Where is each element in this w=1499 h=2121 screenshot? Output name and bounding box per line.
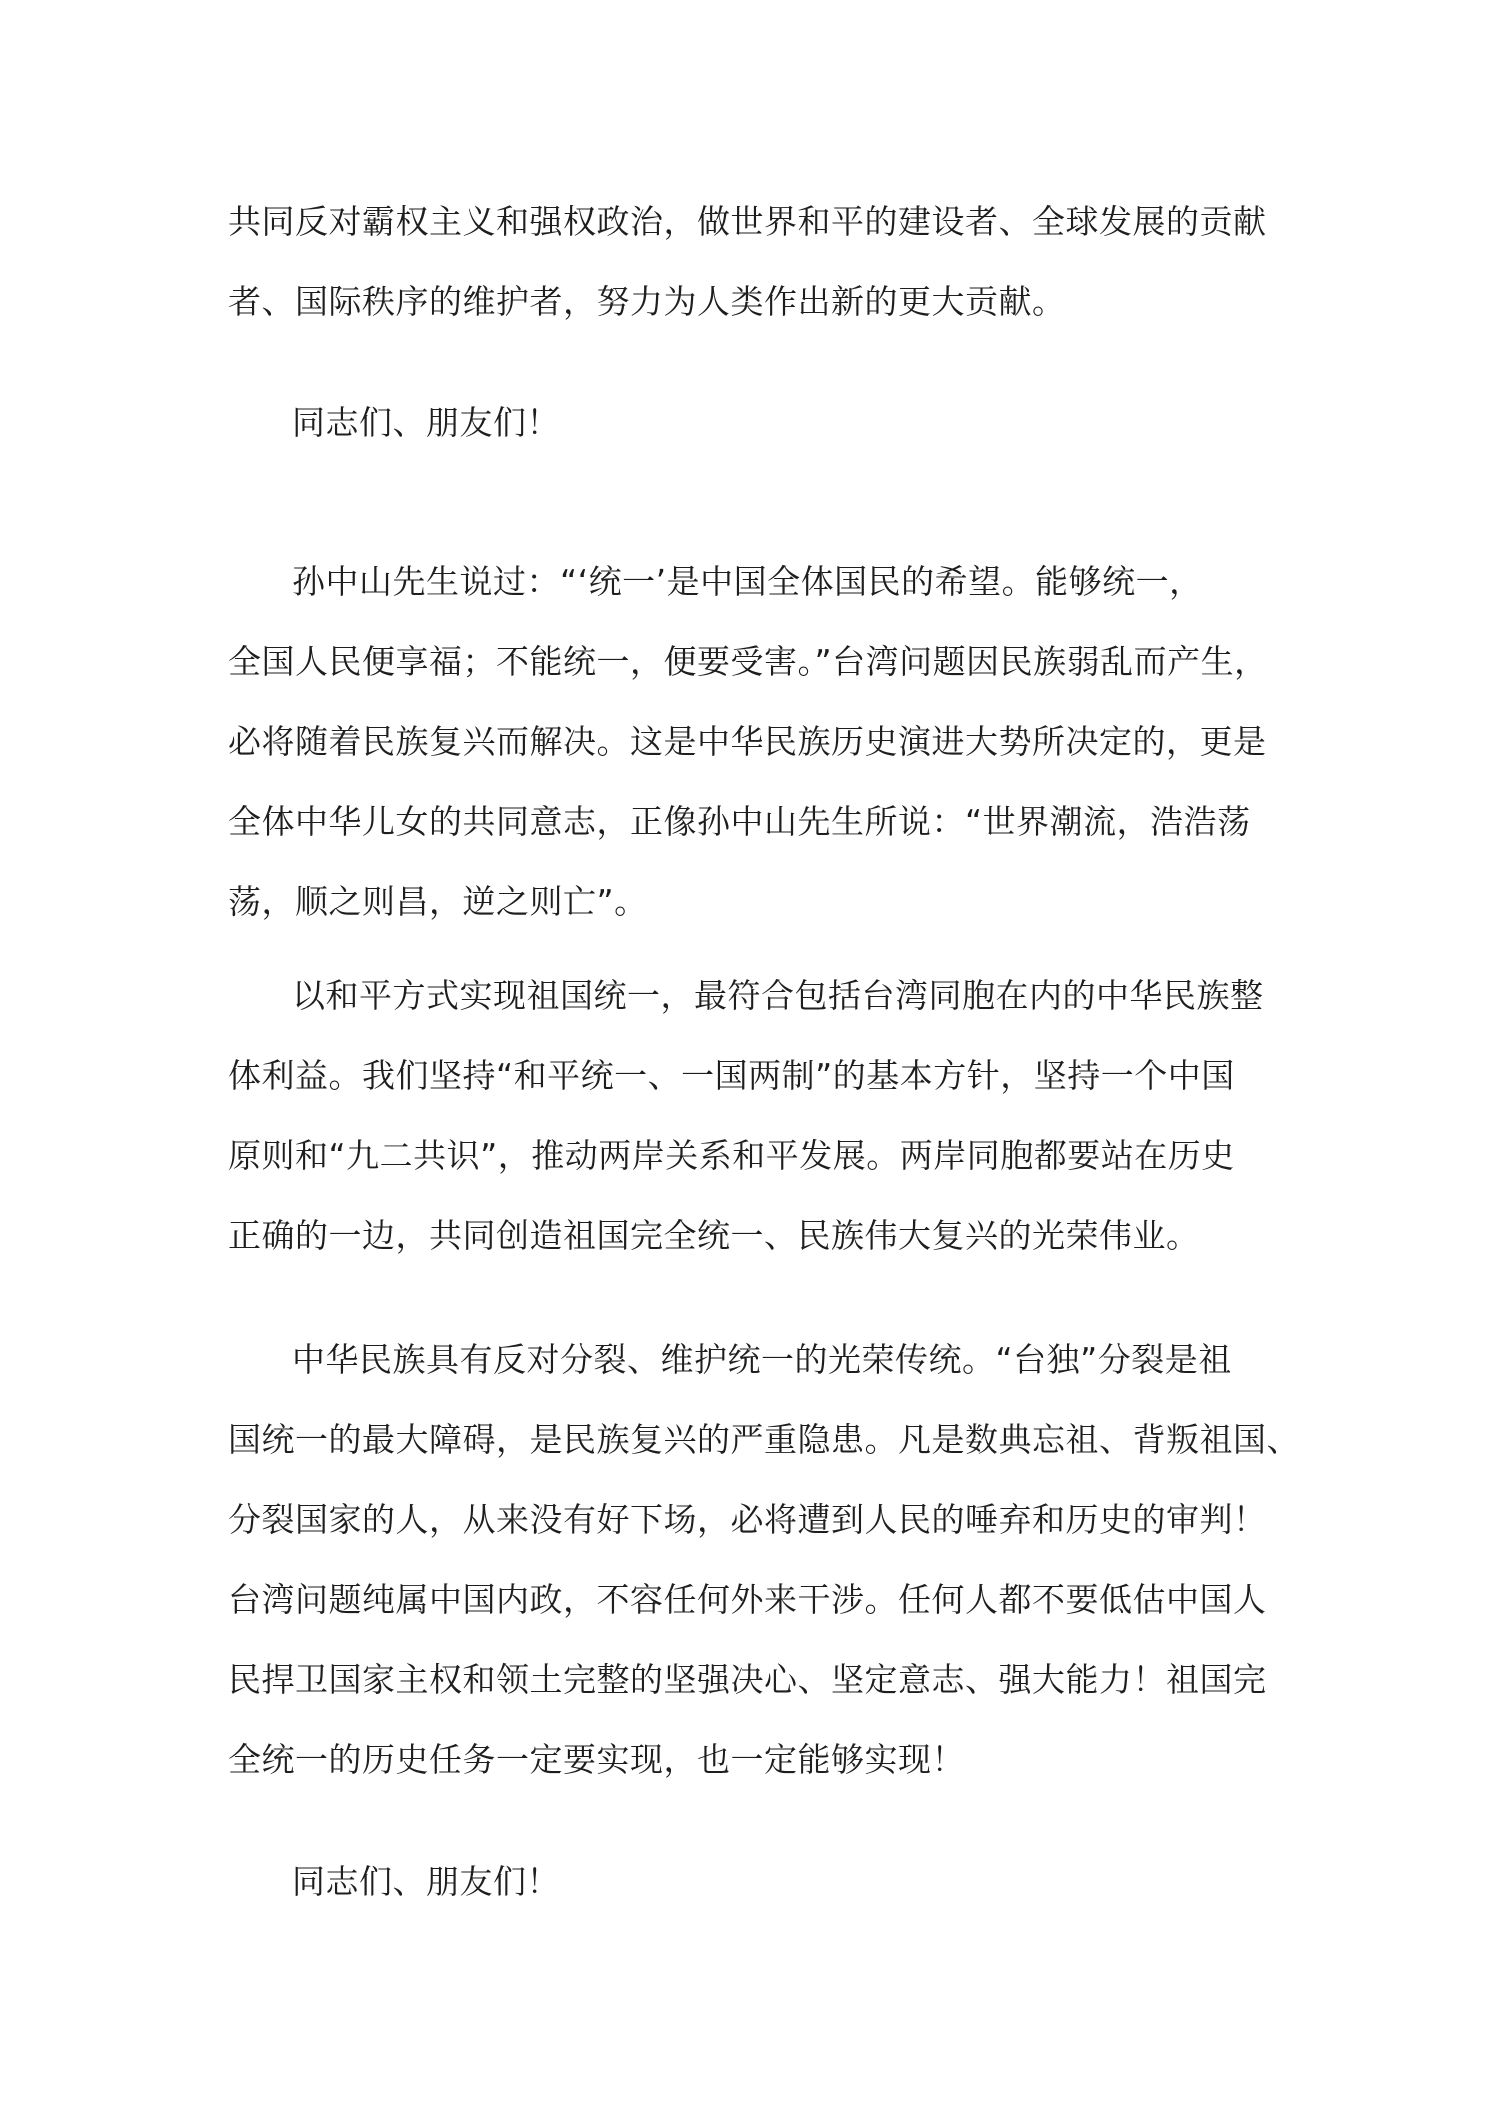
- paragraph-3-line-2: 全国人民便享福；不能统一，便要受害。”台湾问题因民族弱乱而产生，: [228, 642, 1268, 681]
- paragraph-4: [228, 956, 1278, 1276]
- paragraph-4-line-1: 以和平方式实现祖国统一，最符合包括台湾同胞在内的中华民族整: [292, 976, 1264, 1015]
- paragraph-5: [228, 1320, 1300, 1800]
- paragraph-5-line-1: 中华民族具有反对分裂、维护统一的光荣传统。“台独”分裂是祖: [292, 1340, 1232, 1379]
- paragraph-1: [228, 182, 1278, 342]
- paragraph-4-line-2: 体利益。我们坚持“和平统一、一国两制”的基本方针，坚持一个中国: [228, 1056, 1235, 1095]
- paragraph-4-line-4: 正确的一边，共同创造祖国完全统一、民族伟大复兴的光荣伟业。: [228, 1216, 1200, 1255]
- paragraph-6-line-1: 同志们、朋友们！: [292, 1862, 560, 1901]
- paragraph-5-line-2: 国统一的最大障碍，是民族复兴的严重隐患。凡是数典忘祖、背叛祖国、: [228, 1420, 1300, 1459]
- paragraph-2: [228, 383, 1278, 463]
- paragraph-3-line-1: 孙中山先生说过：“‘统一’是中国全体国民的希望。能够统一，: [292, 562, 1203, 601]
- paragraph-2-line-1: 同志们、朋友们！: [292, 403, 560, 442]
- paragraph-6: [228, 1842, 1278, 1922]
- paragraph-3: [228, 542, 1278, 942]
- paragraph-3-line-5: 荡，顺之则昌，逆之则亡”。: [228, 882, 648, 921]
- paragraph-1-line-1: 共同反对霸权主义和强权政治，做世界和平的建设者、全球发展的贡献: [228, 202, 1267, 241]
- paragraph-1-line-2: 者、国际秩序的维护者，努力为人类作出新的更大贡献。: [228, 282, 1066, 321]
- paragraph-5-line-5: 民捍卫国家主权和领土完整的坚强决心、坚定意志、强大能力！祖国完: [228, 1660, 1267, 1699]
- paragraph-5-line-6: 全统一的历史任务一定要实现，也一定能够实现！: [228, 1740, 965, 1779]
- paragraph-5-line-4: 台湾问题纯属中国内政，不容任何外来干涉。任何人都不要低估中国人: [228, 1580, 1267, 1619]
- paragraph-3-line-4: 全体中华儿女的共同意志，正像孙中山先生所说：“世界潮流，浩浩荡: [228, 802, 1251, 841]
- paragraph-3-line-3: 必将随着民族复兴而解决。这是中华民族历史演进大势所决定的，更是: [228, 722, 1267, 761]
- paragraph-5-line-3: 分裂国家的人，从来没有好下场，必将遭到人民的唾弃和历史的审判！: [228, 1500, 1267, 1539]
- paragraph-4-line-3: 原则和“九二共识”，推动两岸关系和平发展。两岸同胞都要站在历史: [228, 1136, 1235, 1175]
